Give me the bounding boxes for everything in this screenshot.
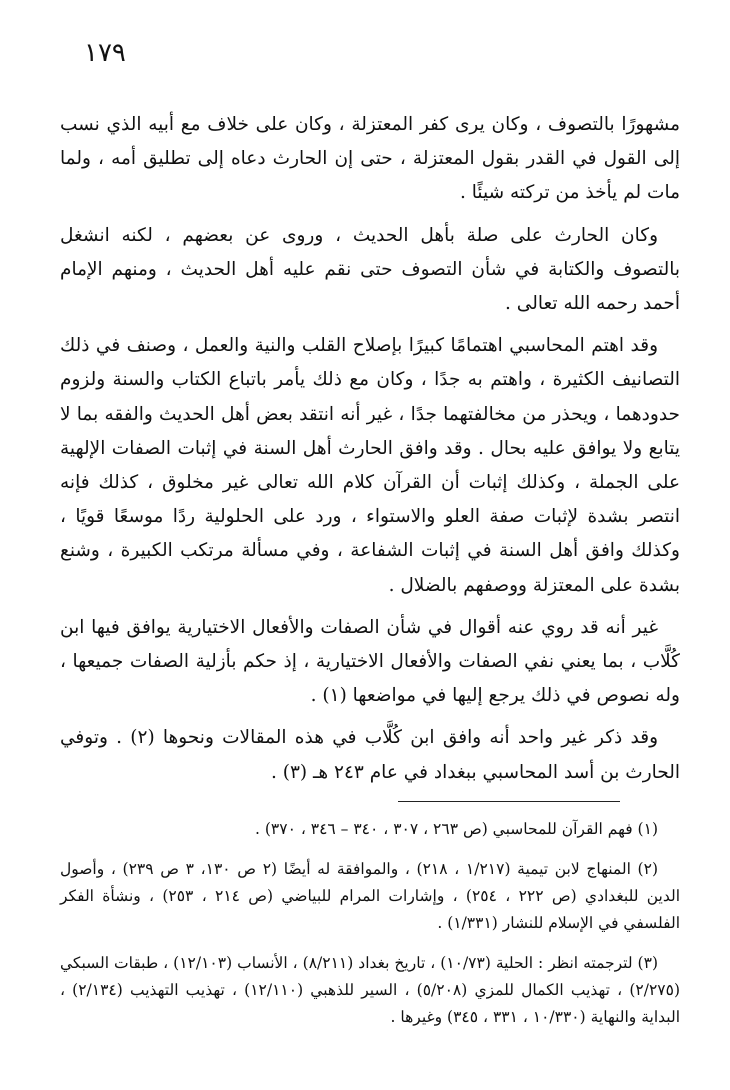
footnote: (١) فهم القرآن للمحاسبي (ص ٢٦٣ ، ٣٠٧ ، ٣٤٠ – ٣٤٦ ، ٣٧٠) . bbox=[255, 820, 658, 838]
paragraph: وكان الحارث على صلة بأهل الحديث ، وروى عن بعضهم ، لكنه انشغل بالتصوف والكتابة في شأن التصوف حتى نقم عليه أهل الحديث ، ومنهم الإمام أحمد رحمه الله تعالى . bbox=[60, 224, 680, 315]
footnote: (٢) المنهاج لابن تيمية (١/٢١٧ ، ٢١٨) ، والموافقة له أيضًا (٢ ص ١٣٠، ٣ ص ٢٣٩) ، وأصول الدين للبغدادي (ص ٢٢٢ ، ٢٥٤) ، وإشارات المرام للبياضي (ص ٢١٤ ، ٢٥٣) ، ونشأة الفكر الفلسفي في الإسلام للنشار (١/٣٣١) . bbox=[60, 860, 680, 932]
footnotes bbox=[60, 816, 680, 1044]
main-text bbox=[60, 108, 680, 798]
paragraph: وقد اهتم المحاسبي اهتمامًا كبيرًا بإصلاح القلب والنية والعمل ، وصنف في ذلك التصانيف الكثيرة ، واهتم به جدًا ، وكان مع ذلك يأمر باتباع الكتاب والسنة ولزوم حدودهما ، ويحذر من مخالفتهما جدًا ، غير أنه انتقد بعض أهل الحديث والفقه بما لا يتابع ولا يوافق عليه بحال . وقد وافق الحارث أهل السنة في إثبات الصفات الإلهية على الجملة ، وكذلك إثبات أن القرآن كلام الله تعالى غير مخلوق ، كذلك فإنه انتصر بشدة لإثبات صفة العلو والاستواء ، ورد على الحلولية ردًا موسعًا قويًا ، وكذلك وافق أهل السنة في إثبات الشفاعة ، وفي مسألة مرتكب الكبيرة ، وشنع بشدة على المعتزلة ووصفهم بالضلال . bbox=[60, 335, 680, 596]
paragraph: مشهورًا بالتصوف ، وكان يرى كفر المعتزلة ، وكان على خلاف مع أبيه الذي نسب إلى القول في القدر بقول المعتزلة ، حتى إن الحارث دعاه إلى تطليق أمه ، ولما مات لم يأخذ من تركته شيئًا . bbox=[60, 114, 680, 204]
footnote: (٣) لترجمته انظر : الحلية (١٠/٧٣) ، تاريخ بغداد (٨/٢١١) ، الأنساب (١٢/١٠٣) ، طبقات السبكي (٢/٢٧٥) ، تهذيب الكمال للمزي (٥/٢٠٨) ، السير للذهبي (١٢/١١٠) ، تهذيب التهذيب (٢/١٣٤) ، البداية والنهاية (١٠/٣٣٠ ، ٣٣١ ، ٣٤٥) وغيرها . bbox=[60, 954, 680, 1026]
page-number: ١٧٩ bbox=[84, 38, 126, 68]
paragraph: غير أنه قد روي عنه أقوال في شأن الصفات والأفعال الاختيارية يوافق فيها ابن كُلَّاب ، بما يعني نفي الصفات والأفعال الاختيارية ، إذ حكم بأزلية الصفات جميعها ، وله نصوص في ذلك يرجع إليها في مواضعها (١) . bbox=[60, 616, 680, 707]
footnote-separator bbox=[398, 801, 620, 802]
paragraph: وقد ذكر غير واحد أنه وافق ابن كُلَّاب في هذه المقالات ونحوها (٢) . وتوفي الحارث بن أسد المحاسبي ببغداد في عام ٢٤٣ هـ (٣) . bbox=[60, 727, 680, 783]
